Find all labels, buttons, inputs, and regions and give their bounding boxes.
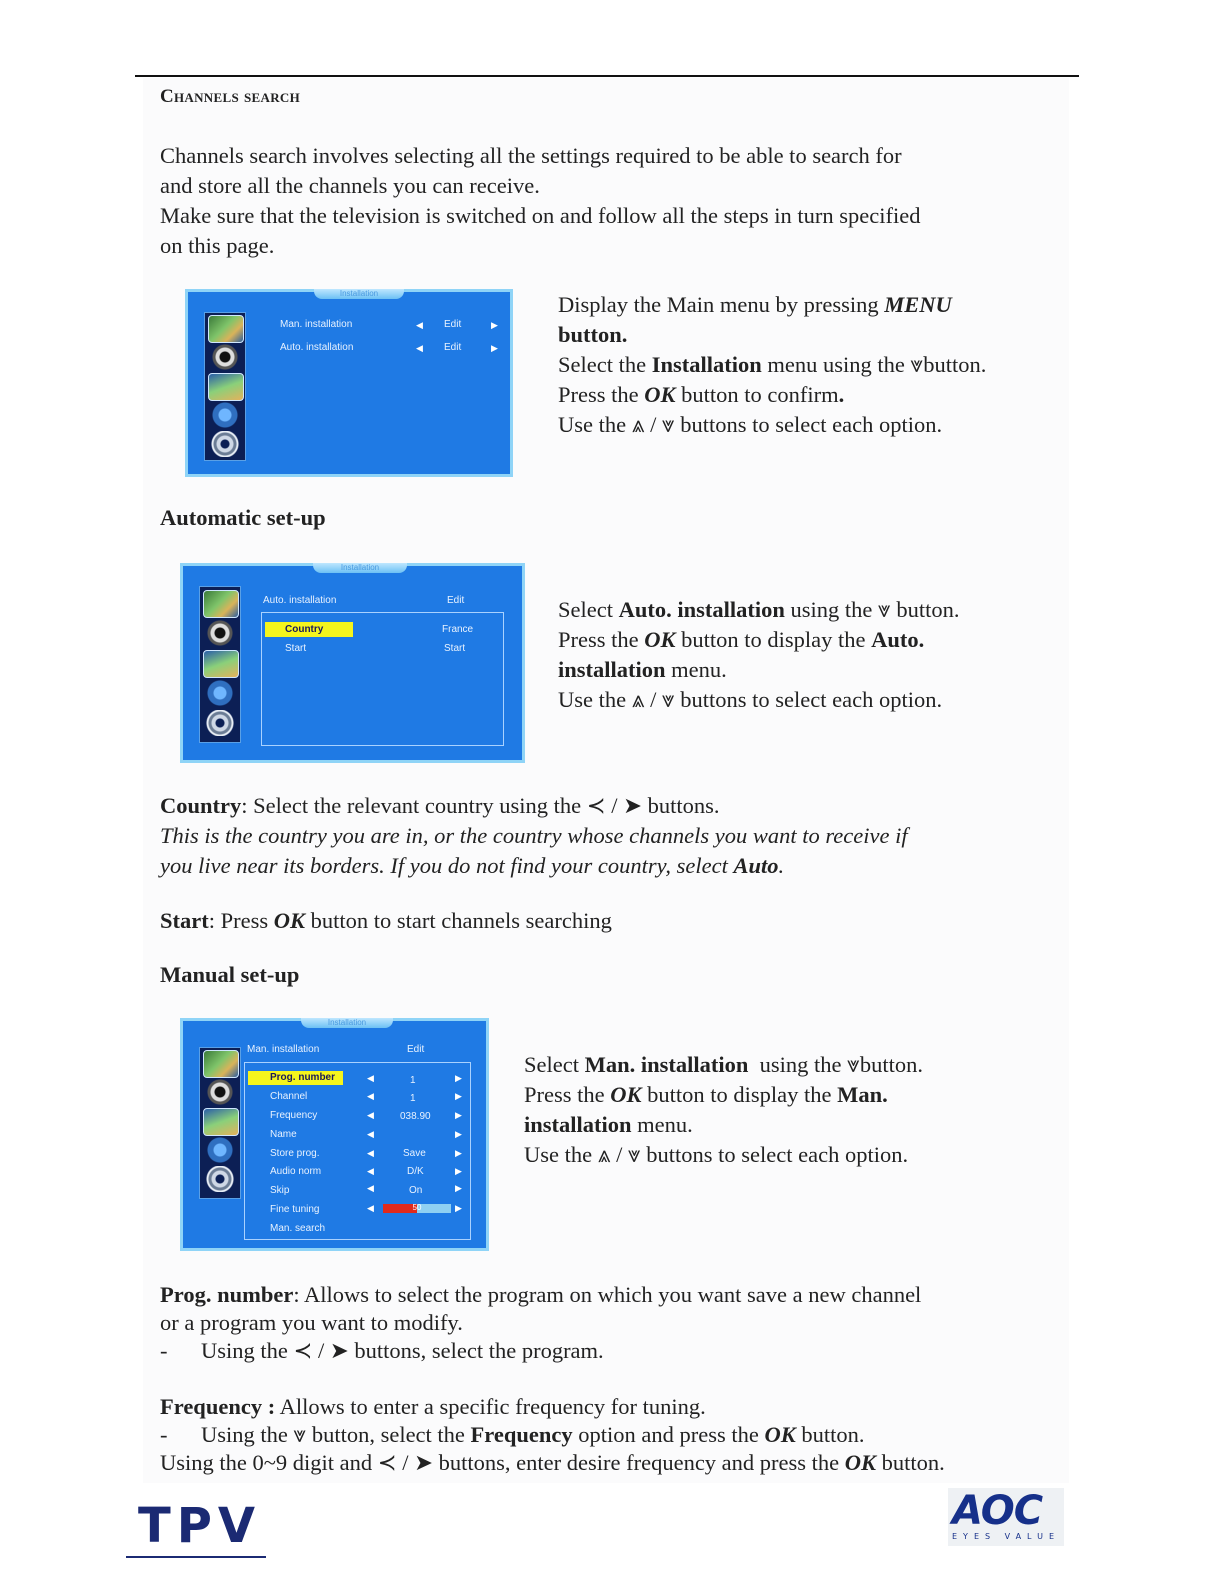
- step3-line-3: [524, 1110, 923, 1140]
- left-arrow-icon: ≺: [586, 793, 606, 818]
- aoc-logo-tagline: EYES VALUE: [952, 1532, 1061, 1541]
- submenu-title-value: Edit: [447, 595, 465, 606]
- step3-line-2: [524, 1080, 923, 1110]
- right-arrow-icon: ▶: [491, 343, 498, 353]
- intro-line: Make sure that the television is switched on and follow all the steps in turn specified: [160, 203, 921, 228]
- store-prog-option[interactable]: Store prog.: [270, 1148, 320, 1159]
- frequency-label: Frequency :: [160, 1394, 276, 1419]
- name-option[interactable]: Name: [270, 1129, 297, 1140]
- prog-bullet: [160, 1337, 921, 1365]
- left-arrow-icon: ◀: [367, 1148, 374, 1158]
- text: : Select the relevant country using the: [241, 793, 587, 818]
- header-rule: [135, 75, 1079, 77]
- feature-icon: [203, 1108, 239, 1136]
- intro-line: and store all the channels you can receive.: [160, 173, 540, 198]
- prog-number-option[interactable]: Prog. number: [248, 1071, 343, 1085]
- text: Allows to enter a specific frequency for tuning.: [275, 1394, 706, 1419]
- text: /: [312, 1338, 330, 1363]
- down-arrow-icon: ⩔: [878, 597, 891, 622]
- right-arrow-icon: ▶: [491, 320, 498, 330]
- fine-tuning-slider[interactable]: [383, 1204, 451, 1213]
- text: Select: [524, 1052, 585, 1077]
- text: Use the: [558, 687, 632, 712]
- text: Press the: [524, 1082, 611, 1107]
- auto-term: Auto: [733, 853, 779, 878]
- freq-line-3: [160, 1449, 945, 1477]
- text: button.: [558, 322, 628, 347]
- tpv-logo-underline: [126, 1556, 266, 1558]
- bullet-dash: -: [160, 1422, 168, 1447]
- step3-line-1: [524, 1050, 923, 1080]
- left-arrow-icon: ◀: [367, 1166, 374, 1176]
- menu-icon-column: [199, 1047, 241, 1199]
- left-arrow-icon: ◀: [367, 1183, 374, 1193]
- text: button.: [859, 1052, 923, 1077]
- down-arrow-icon: ⩔: [661, 412, 675, 437]
- step3-line-4: [524, 1140, 923, 1170]
- text: This is the country you are in, or the country whose channels you want to receive if: [160, 823, 908, 848]
- up-arrow-icon: ⩓: [631, 687, 645, 712]
- start-description: [160, 906, 612, 936]
- aoc-logo: [948, 1488, 1064, 1546]
- left-arrow-icon: ◀: [367, 1091, 374, 1101]
- right-arrow-icon: ➤: [623, 793, 643, 818]
- menu-key: MENU: [884, 292, 952, 317]
- step1-line-1: [558, 290, 986, 320]
- ok-key: OK: [764, 1422, 796, 1447]
- text: .: [838, 382, 845, 407]
- setup-icon: [208, 431, 242, 457]
- text: buttons, enter desire frequency and press the: [433, 1450, 845, 1475]
- down-arrow-icon: ⩔: [627, 1142, 641, 1167]
- text: .: [778, 853, 785, 878]
- ok-key: OK: [844, 1450, 877, 1475]
- right-arrow-icon: ▶: [455, 1166, 462, 1176]
- country-label: Country: [160, 793, 242, 818]
- start-label: Start: [160, 908, 209, 933]
- sound-icon: [208, 344, 242, 370]
- text: Using the: [201, 1422, 294, 1447]
- text: Select the: [558, 352, 652, 377]
- text: button to display the: [675, 627, 872, 652]
- text: option and press the: [572, 1422, 765, 1447]
- text: : Press: [208, 908, 274, 933]
- country-description: [160, 791, 908, 881]
- picture-icon: [208, 315, 244, 343]
- country-line-1: [160, 791, 908, 821]
- submenu-title-value: Edit: [407, 1044, 425, 1055]
- text: buttons to select each option.: [674, 687, 943, 712]
- installation-icon: [203, 680, 237, 706]
- up-arrow-icon: ⩓: [597, 1142, 611, 1167]
- text: button.: [923, 352, 987, 377]
- text: button.: [890, 597, 960, 622]
- left-arrow-icon: ◀: [367, 1129, 374, 1139]
- text: Using the: [201, 1338, 294, 1363]
- skip-value: On: [409, 1185, 423, 1196]
- submenu-title: Man. installation: [247, 1044, 320, 1055]
- frequency-term: Frequency: [470, 1422, 573, 1447]
- text: buttons to select each option.: [640, 1142, 909, 1167]
- menu-header: Installation: [313, 563, 407, 573]
- installation-term: installation: [558, 657, 666, 682]
- left-arrow-icon: ≺: [293, 1338, 313, 1363]
- section-title: Channels search: [160, 86, 300, 107]
- step2-line-1: [558, 595, 959, 625]
- text: Use the: [524, 1142, 598, 1167]
- setup-icon: [203, 710, 237, 736]
- manual-setup-heading: Manual set-up: [160, 962, 300, 987]
- menu-icon-column: [204, 312, 246, 461]
- man-installation-term: Man. installation: [584, 1052, 749, 1077]
- text: you live near its borders. If you do not find your country, select: [160, 853, 734, 878]
- sound-icon: [203, 1079, 237, 1105]
- menu-header: Installation: [301, 1018, 393, 1028]
- text: button.: [876, 1450, 945, 1475]
- text: Using the 0~9 digit and: [160, 1450, 378, 1475]
- menu-item-man-installation[interactable]: Man. installation: [280, 319, 353, 330]
- text: Press the: [558, 382, 645, 407]
- text: buttons, select the program.: [348, 1338, 604, 1363]
- prog-line-2: or a program you want to modify.: [160, 1310, 463, 1335]
- intro-paragraph: [160, 141, 920, 261]
- freq-bullet: [160, 1421, 945, 1449]
- text: button.: [795, 1422, 865, 1447]
- step1-line-3: [558, 350, 986, 380]
- fine-tuning-value: 50: [412, 1203, 422, 1212]
- prog-number-value: 1: [410, 1075, 416, 1086]
- intro-line: Channels search involves selecting all the settings required to be able to search for: [160, 143, 902, 168]
- up-arrow-icon: ⩓: [631, 412, 645, 437]
- text: : Allows to select the program on which you want save a new channel: [293, 1282, 922, 1307]
- left-arrow-icon: ≺: [377, 1450, 397, 1475]
- text: Use the: [558, 412, 632, 437]
- installation-term: Installation: [651, 352, 762, 377]
- installation-term: installation: [524, 1112, 632, 1137]
- down-arrow-icon: ⩔: [910, 352, 924, 377]
- text: button, select the: [306, 1422, 471, 1447]
- country-line-2: [160, 821, 908, 851]
- auto-term: Auto.: [871, 627, 925, 652]
- text: using the: [748, 1052, 848, 1077]
- auto-installation-menu-screenshot: [180, 563, 525, 763]
- prog-number-label: Prog. number: [160, 1282, 294, 1307]
- man-term: Man.: [837, 1082, 888, 1107]
- text: buttons.: [642, 793, 720, 818]
- left-arrow-icon: ◀: [416, 343, 423, 353]
- store-prog-value: Save: [403, 1148, 426, 1159]
- prog-number-description: [160, 1281, 921, 1365]
- menu-icon-column: [199, 586, 241, 743]
- channel-option[interactable]: Channel: [270, 1091, 308, 1102]
- installation-icon: [208, 402, 242, 428]
- country-line-3: [160, 851, 908, 881]
- feature-icon: [203, 650, 239, 678]
- left-arrow-icon: ◀: [367, 1110, 374, 1120]
- text: Press the: [558, 627, 645, 652]
- text: using the: [784, 597, 879, 622]
- menu-item-value: Edit: [444, 342, 462, 353]
- text: /: [644, 412, 662, 437]
- submenu-title: Auto. installation: [263, 595, 337, 606]
- step3-instructions: [524, 1050, 923, 1170]
- start-value: Start: [444, 643, 466, 654]
- left-arrow-icon: ◀: [416, 320, 423, 330]
- skip-option[interactable]: Skip: [270, 1185, 290, 1196]
- installation-icon: [203, 1137, 237, 1163]
- step2-line-4: [558, 685, 959, 715]
- bullet-text: [201, 1421, 865, 1449]
- fine-tuning-option[interactable]: Fine tuning: [270, 1204, 320, 1215]
- freq-line-1: [160, 1393, 945, 1421]
- text: button to start channels searching: [305, 908, 612, 933]
- ok-key: OK: [644, 382, 676, 407]
- text: Select: [558, 597, 619, 622]
- right-arrow-icon: ▶: [455, 1148, 462, 1158]
- text: button to display the: [641, 1082, 838, 1107]
- text: /: [605, 793, 624, 818]
- menu-item-auto-installation[interactable]: Auto. installation: [280, 342, 354, 353]
- down-arrow-icon: ⩔: [847, 1052, 860, 1077]
- text: menu.: [665, 657, 727, 682]
- text: /: [644, 687, 662, 712]
- right-arrow-icon: ▶: [455, 1129, 462, 1139]
- step2-instructions: [558, 595, 959, 715]
- start-option[interactable]: Start: [285, 643, 307, 654]
- right-arrow-icon: ▶: [455, 1110, 462, 1120]
- audio-norm-value: D/K: [407, 1166, 424, 1177]
- step1-line-2: [558, 320, 986, 350]
- text: buttons to select each option.: [674, 412, 943, 437]
- prog-line-1: [160, 1281, 921, 1309]
- step1-line-4: [558, 380, 986, 410]
- tpv-logo: TPV: [138, 1498, 262, 1554]
- automatic-setup-heading: Automatic set-up: [160, 505, 326, 530]
- right-arrow-icon: ▶: [455, 1183, 462, 1193]
- channel-value: 1: [410, 1093, 416, 1104]
- audio-norm-option[interactable]: Audio norm: [270, 1166, 322, 1177]
- text: Display the Main menu by pressing: [558, 292, 885, 317]
- right-arrow-icon: ➤: [414, 1450, 434, 1475]
- step2-line-3: [558, 655, 959, 685]
- man-search-option[interactable]: Man. search: [270, 1223, 326, 1234]
- text: /: [610, 1142, 628, 1167]
- right-arrow-icon: ▶: [455, 1091, 462, 1101]
- frequency-value: 038.90: [400, 1111, 431, 1122]
- text: menu.: [631, 1112, 693, 1137]
- down-arrow-icon: ⩔: [661, 687, 675, 712]
- country-option[interactable]: Country: [265, 622, 353, 637]
- intro-line: on this page.: [160, 233, 275, 258]
- aoc-logo-word: AOC: [952, 1488, 1043, 1534]
- left-arrow-icon: ◀: [367, 1203, 374, 1213]
- ok-key: OK: [644, 627, 676, 652]
- picture-icon: [203, 1050, 239, 1078]
- menu-item-value: Edit: [444, 319, 462, 330]
- right-arrow-icon: ➤: [329, 1338, 349, 1363]
- setup-icon: [203, 1166, 237, 1192]
- down-arrow-icon: ⩔: [293, 1422, 307, 1447]
- ok-key: OK: [273, 908, 306, 933]
- text: button to confirm: [675, 382, 839, 407]
- country-value: France: [442, 624, 474, 635]
- frequency-option[interactable]: Frequency: [270, 1110, 318, 1121]
- feature-icon: [208, 373, 244, 401]
- right-arrow-icon: ▶: [455, 1203, 462, 1213]
- right-arrow-icon: ▶: [455, 1073, 462, 1083]
- bullet-text: [201, 1337, 604, 1365]
- step1-instructions: [558, 290, 986, 440]
- step2-line-2: [558, 625, 959, 655]
- step1-line-5: [558, 410, 986, 440]
- text: /: [396, 1450, 415, 1475]
- bullet-dash: -: [160, 1338, 168, 1363]
- menu-header: Installation: [314, 289, 404, 299]
- text: menu using the: [761, 352, 911, 377]
- frequency-description: [160, 1393, 945, 1477]
- ok-key: OK: [610, 1082, 642, 1107]
- picture-icon: [203, 590, 239, 618]
- left-arrow-icon: ◀: [367, 1073, 374, 1083]
- installation-menu-screenshot: [185, 289, 513, 477]
- auto-installation-term: Auto. installation: [618, 597, 785, 622]
- man-installation-menu-screenshot: [180, 1018, 489, 1251]
- sound-icon: [203, 620, 237, 646]
